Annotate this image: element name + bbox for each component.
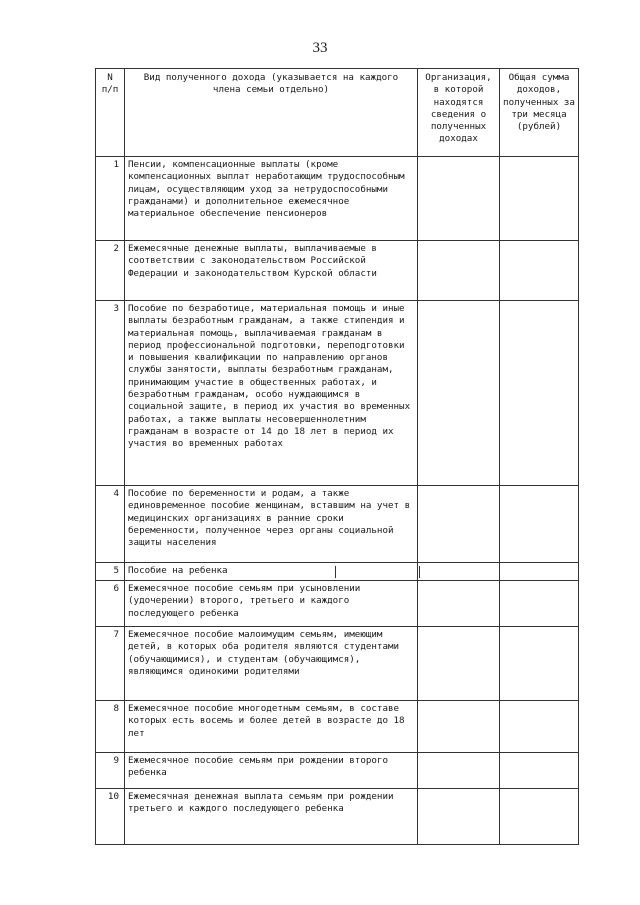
income-type-cell: Пенсии, компенсационные выплаты (кроме компенсационных выплат неработающим трудоспособным лицам, осуществляющим уход за нетрудоспособными гражданами) и дополнительное ежемесячное материальное обеспечение пенсионеров [125,157,418,241]
organization-cell [418,627,500,701]
total-sum-cell [500,563,579,581]
table-row [96,753,579,789]
income-type-cell: Пособие по беременности и родам, а также единовременное пособие женщинам, вставшим на учет в медицинских организациях в ранние сроки беременности, полученное через органы социальной защиты населения [125,486,418,563]
row-number: 3 [96,301,125,486]
organization-cell [418,241,500,301]
row-number: 7 [96,627,125,701]
income-type-cell: Ежемесячное пособие малоимущим семьям, имеющим детей, в которых оба родителя являются студентами (обучающимися), и студентам (обучающимся), являющимся одинокими родителями [125,627,418,701]
income-type-cell: Ежемесячная денежная выплата семьям при рождении третьего и каждого последующего ребенка [125,789,418,845]
header-total-sum: Общая сумма доходов, полученных за три месяца (рублей) [500,69,579,157]
organization-cell [418,581,500,627]
income-table [95,68,579,845]
row-number: 10 [96,789,125,845]
row-number: 9 [96,753,125,789]
organization-cell [418,563,500,581]
page-number: 33 [312,40,328,56]
income-type-cell: Ежемесячное пособие семьям при рождении второго ребенка [125,753,418,789]
header-income-type: Вид полученного дохода (указывается на каждого члена семьи отдельно) [125,69,418,157]
header-num: N п/п [96,69,125,157]
row-number: 4 [96,486,125,563]
table-row [96,581,579,627]
table-row [96,157,579,241]
table-row [96,789,579,845]
table-row [96,627,579,701]
total-sum-cell [500,701,579,753]
organization-cell [418,701,500,753]
total-sum-cell [500,753,579,789]
row-number: 5 [96,563,125,581]
organization-cell [418,301,500,486]
cell-mark [419,566,420,578]
income-type-cell: Пособие на ребенка [125,563,418,581]
total-sum-cell [500,627,579,701]
table-row [96,301,579,486]
organization-cell [418,789,500,845]
organization-cell [418,486,500,563]
header-organization: Организация, в которой находятся сведения о полученных доходах [418,69,500,157]
cell-mark [335,566,336,578]
total-sum-cell [500,581,579,627]
total-sum-cell [500,789,579,845]
table-row [96,563,579,581]
total-sum-cell [500,301,579,486]
row-number: 2 [96,241,125,301]
income-type-cell: Ежемесячные денежные выплаты, выплачиваемые в соответствии с законодательством Российской Федерации и законодательством Курской области [125,241,418,301]
organization-cell [418,157,500,241]
table-row [96,701,579,753]
organization-cell [418,753,500,789]
total-sum-cell [500,241,579,301]
header-row [96,69,579,157]
total-sum-cell [500,486,579,563]
row-number: 6 [96,581,125,627]
income-type-cell: Ежемесячное пособие семьям при усыновлении (удочерении) второго, третьего и каждого последующего ребенка [125,581,418,627]
table-row [96,486,579,563]
total-sum-cell [500,157,579,241]
income-type-cell: Пособие по безработице, материальная помощь и иные выплаты безработным гражданам, а также стипендия и материальная помощь, выплачиваемая гражданам в период профессиональной подготовки, переподготовки и повышения квалификации по направлению органов службы занятости, выплаты безработным гражданам, принимающим участие в общественных работах, и безработным гражданам, особо нуждающимся в социальной защите, в период их участия во временных работах, а также выплаты несовершеннолетним гражданам в возрасте от 14 до 18 лет в период их участия во временных работах [125,301,418,486]
row-number: 8 [96,701,125,753]
table-row [96,241,579,301]
row-number: 1 [96,157,125,241]
income-type-cell: Ежемесячное пособие многодетным семьям, в составе которых есть восемь и более детей в возрасте до 18 лет [125,701,418,753]
